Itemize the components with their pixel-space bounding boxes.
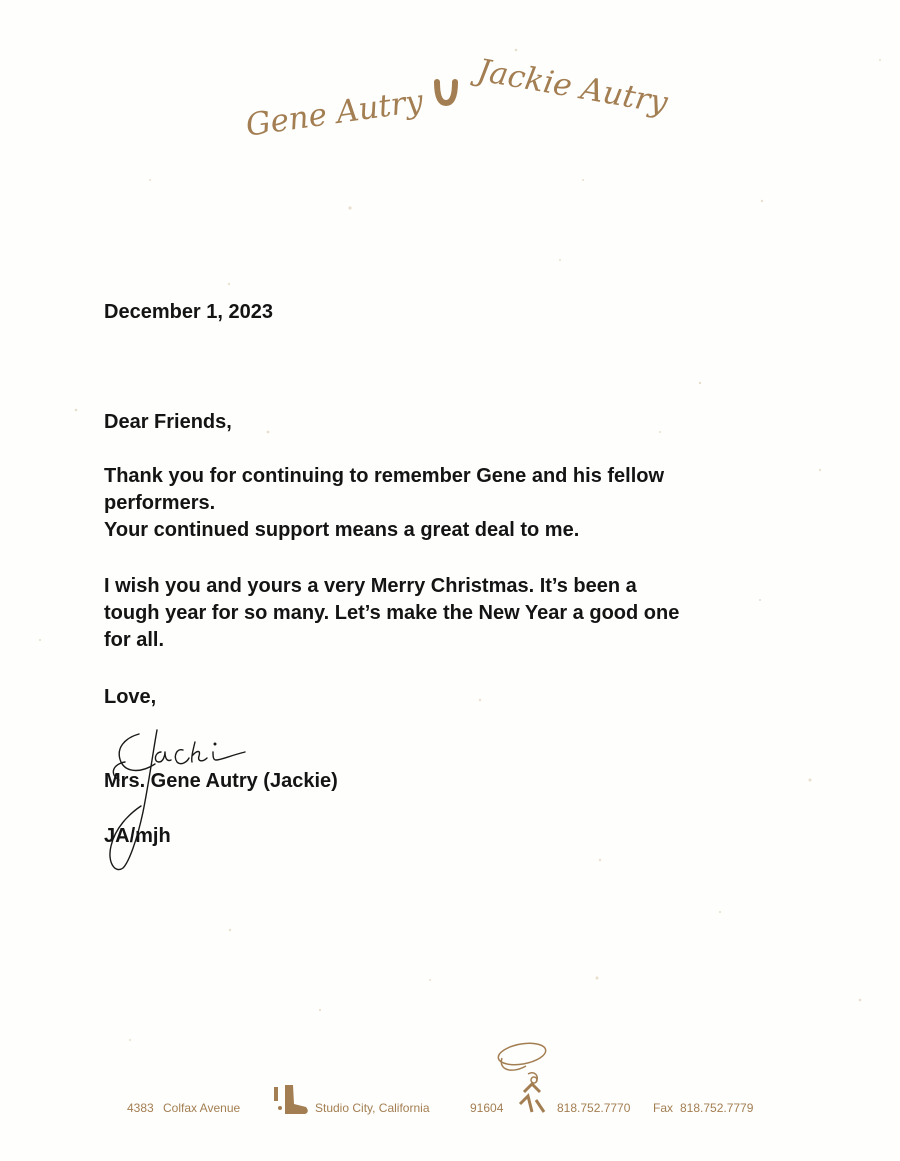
paragraph-line: performers. (104, 492, 216, 514)
footer-phone: 818.752.7770 (557, 1101, 631, 1115)
letterhead-name-right (469, 51, 671, 121)
footer-street-number: 4383 (127, 1101, 154, 1115)
horseshoe-icon (437, 82, 455, 103)
footer-decorations (0, 1040, 900, 1140)
salutation: Dear Friends, (104, 411, 232, 433)
svg-text:Jackie Autry: Jackie Autry (474, 52, 671, 122)
paragraph-line: tough year for so many. Let’s make the New Year a good one (104, 602, 680, 624)
letterhead (0, 0, 900, 170)
footer-city: Studio City, California (315, 1101, 430, 1115)
paragraph-line: I wish you and yours a very Merry Christmas. It’s been a (104, 575, 637, 597)
footer-fax-label: Fax (653, 1101, 674, 1115)
reference-initials: JA/mjh (104, 825, 171, 847)
footer-street-name: Colfax Avenue (163, 1101, 241, 1115)
signature (95, 722, 275, 882)
cowboy-lasso-icon (497, 1040, 548, 1112)
footer-zip: 91604 (470, 1101, 504, 1115)
cowboy-boot-icon (274, 1085, 308, 1114)
signer-name: Mrs. Gene Autry (Jackie) (104, 770, 338, 792)
closing: Love, (104, 686, 157, 708)
svg-text:Gene Autry: Gene Autry (243, 83, 426, 144)
paragraph-line: Your continued support means a great deal to me. (104, 519, 580, 541)
paragraph-thanks (104, 463, 664, 544)
paragraph-wishes (104, 573, 679, 654)
paragraph-line: Thank you for continuing to remember Gene and his fellow (104, 465, 665, 487)
letter-date: December 1, 2023 (104, 301, 274, 323)
paragraph-line: for all. (104, 629, 165, 651)
letterhead-name-left (244, 83, 426, 144)
footer-fax: 818.752.7779 (680, 1101, 754, 1115)
